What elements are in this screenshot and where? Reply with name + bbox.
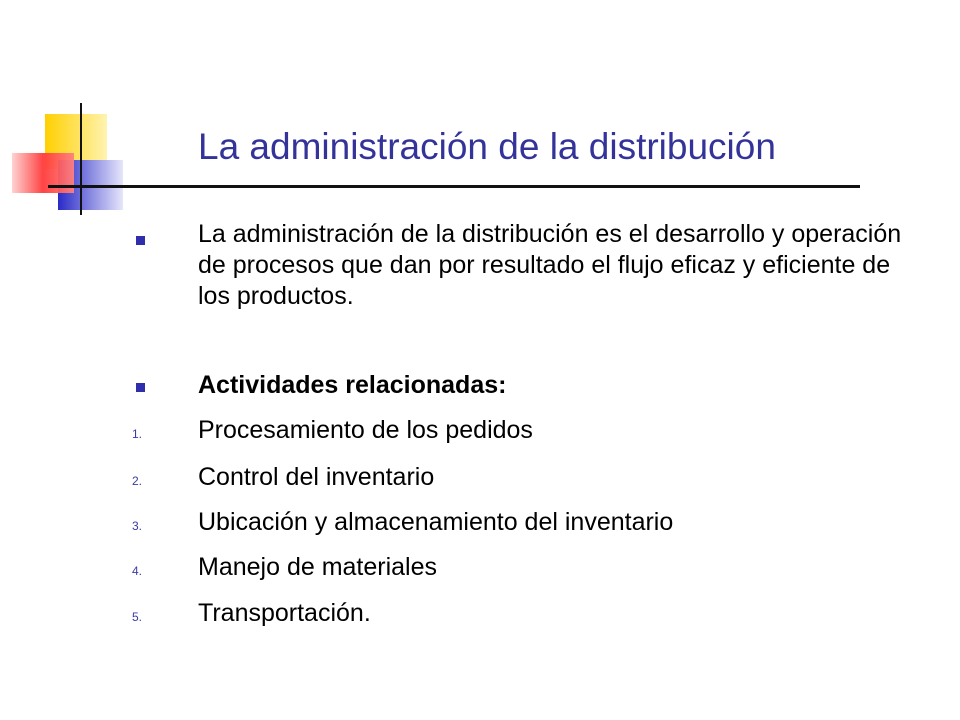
definition-paragraph: La administración de la distribución es el desarrollo y operación de procesos que dan por resultado el flujo eficaz y eficiente de los productos. — [198, 220, 902, 310]
list-item: Transportación. — [198, 599, 371, 627]
list-number: 2. — [132, 474, 143, 488]
list-item: Control del inventario — [198, 463, 435, 491]
list-item: Procesamiento de los pedidos — [198, 416, 533, 444]
list-item: Manejo de materiales — [198, 553, 438, 581]
slide-title: La administración de la distribución — [198, 126, 776, 167]
bullet-marker — [136, 383, 145, 392]
list-number: 1. — [132, 427, 143, 441]
bullet-marker — [136, 236, 145, 245]
decorative-squares-logo — [0, 0, 200, 230]
list-number: 5. — [132, 610, 143, 624]
list-number: 4. — [132, 564, 143, 578]
title-underline — [48, 185, 860, 188]
activities-heading: Actividades relacionadas: — [198, 371, 507, 399]
list-number: 3. — [132, 519, 143, 533]
list-item: Ubicación y almacenamiento del inventario — [198, 508, 674, 536]
